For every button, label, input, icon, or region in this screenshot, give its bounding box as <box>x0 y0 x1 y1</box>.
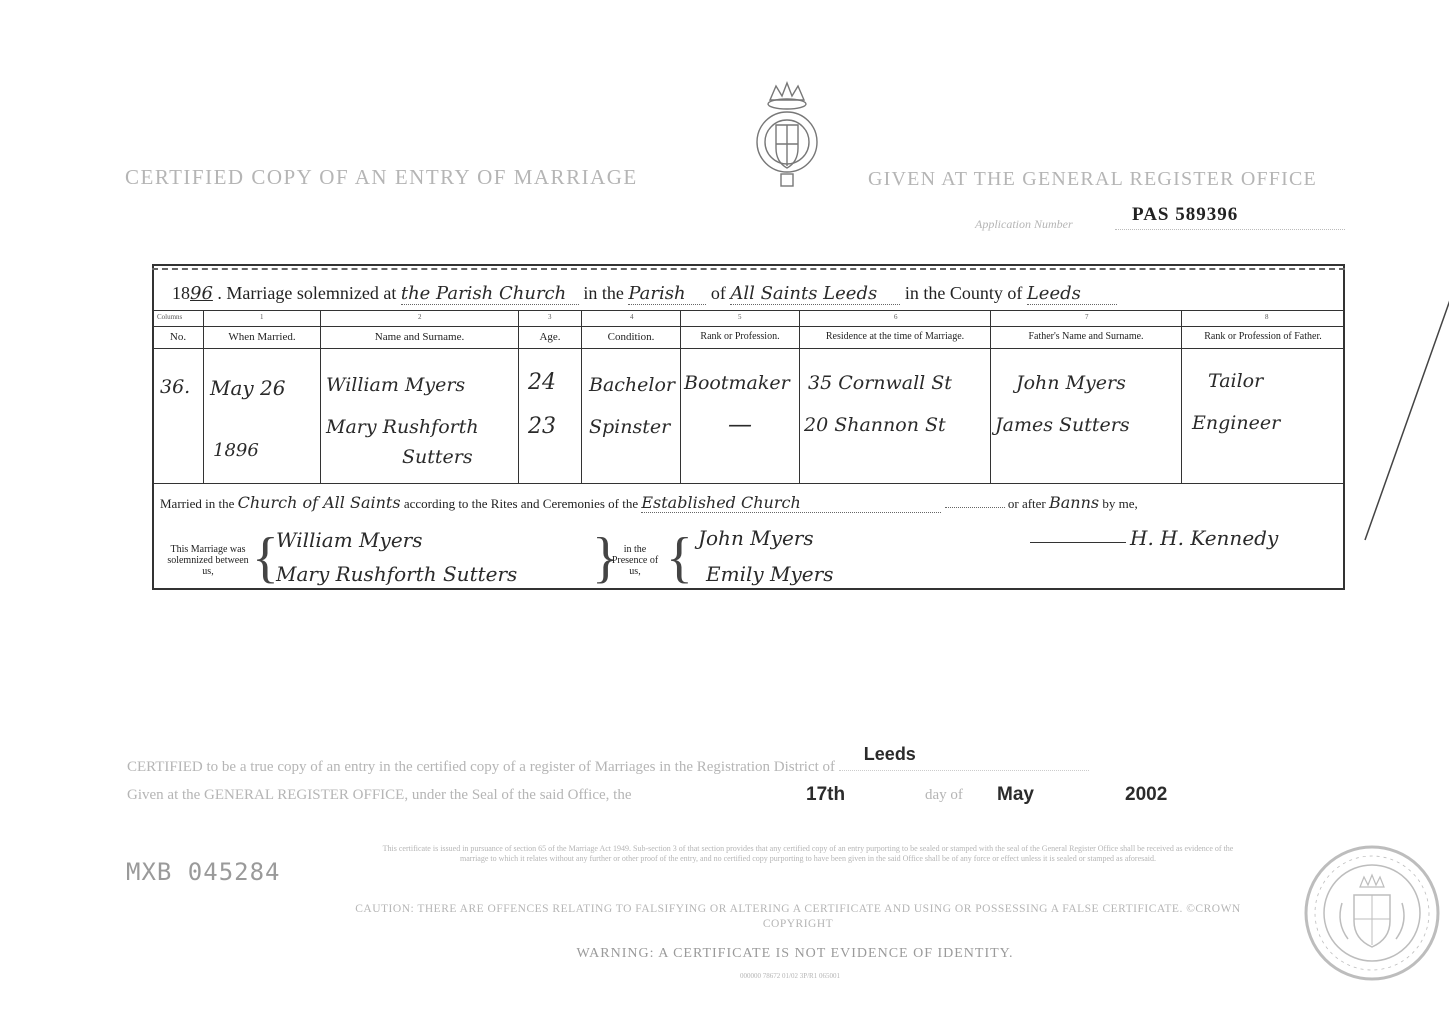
church-value: Church of All Saints <box>237 493 401 512</box>
in-the-text: in the <box>583 283 624 303</box>
column-header-father-name: Father's Name and Surname. <box>1028 331 1144 342</box>
column-header-condition: Condition. <box>607 331 655 343</box>
general-register-office-seal-icon <box>1302 843 1442 983</box>
marriage-solemnized-text: . Marriage solemnized at <box>217 283 397 303</box>
column-number: 4 <box>630 313 634 321</box>
groom-name: William Myers <box>326 374 466 396</box>
column-header-profession: Rank or Profession. <box>700 331 780 342</box>
caution-notice: CAUTION: THERE ARE OFFENCES RELATING TO FALSIFYING OR ALTERING A CERTIFICATE AND USING OR POSSESSING A FALSE CERTIFICATE. ©CROWN COPYRIGHT <box>355 903 1241 930</box>
solemnized-between-label: This Marriage was solemnized between us, <box>167 544 249 577</box>
column-number: 3 <box>548 313 552 321</box>
certified-statement <box>127 744 1089 776</box>
rites-line <box>160 493 1138 513</box>
given-text: Given at the GENERAL REGISTER OFFICE, under the Seal of the said Office, the <box>127 787 632 803</box>
year-prefix: 18 <box>172 283 190 303</box>
certificate-day: 17th <box>806 784 846 805</box>
right-brace: } <box>592 527 619 589</box>
bride-father-name: James Sutters <box>995 414 1130 436</box>
grid-rule <box>152 310 1345 311</box>
given-statement <box>127 787 632 804</box>
register-top-rule <box>152 268 1345 270</box>
banns-value: Banns <box>1049 493 1100 512</box>
place-value: the Parish Church <box>401 283 579 305</box>
bride-father-profession: Engineer <box>1192 412 1281 434</box>
after-text: or after <box>1007 496 1046 511</box>
entry-number: 36. <box>160 376 191 398</box>
county-value: Leeds <box>1027 283 1117 305</box>
column-header-residence: Residence at the time of Marriage. <box>825 331 965 342</box>
columns-label: Columns <box>157 313 183 321</box>
groom-condition: Bachelor <box>589 374 676 396</box>
application-number-label: Application Number <box>975 217 1073 231</box>
bride-residence: 20 Shannon St <box>804 414 946 436</box>
district-field <box>839 744 1089 771</box>
entry-heading <box>172 283 1117 305</box>
by-me-text: by me, <box>1102 496 1138 511</box>
bride-name-line1: Mary Rushforth <box>326 416 479 438</box>
grid-rule <box>152 326 1345 327</box>
left-brace: { <box>252 527 279 589</box>
groom-signature: William Myers <box>276 528 423 552</box>
column-header-age: Age. <box>539 331 561 343</box>
office-title: GIVEN AT THE GENERAL REGISTER OFFICE <box>868 168 1317 190</box>
column-number: 5 <box>738 313 742 321</box>
in-presence-label: in the Presence of us, <box>611 544 659 577</box>
scan-edge-line <box>1340 290 1449 550</box>
royal-crest-icon <box>748 80 826 190</box>
grid-rule <box>152 348 1345 349</box>
column-header-no: No. <box>169 331 187 343</box>
identity-warning: WARNING: A CERTIFICATE IS NOT EVIDENCE OF IDENTITY. <box>576 946 1014 961</box>
year-suffix: 96 <box>190 283 213 304</box>
bride-signature: Mary Rushforth Sutters <box>276 562 518 586</box>
of-text: of <box>710 283 726 303</box>
bride-age: 23 <box>528 414 556 439</box>
witness-1-signature: John Myers <box>698 526 814 550</box>
certified-text: CERTIFIED to be a true copy of an entry in the certified copy of a register of Marriages in the Registration District of <box>127 759 836 775</box>
bride-name-line2: Sutters <box>402 446 473 468</box>
column-number: 1 <box>260 313 264 321</box>
parish-label: Parish <box>628 283 706 305</box>
rites-blank <box>945 507 1005 508</box>
groom-father-name: John Myers <box>1016 372 1126 394</box>
parish-name: All Saints Leeds <box>730 283 900 305</box>
certificate-serial-number: MXB 045284 <box>126 858 281 886</box>
groom-age: 24 <box>528 370 556 395</box>
officiant-signature: H. H. Kennedy <box>1130 526 1279 550</box>
marriage-year: 1896 <box>213 440 259 461</box>
statute-notice: This certificate is issued in pursuance of section 65 of the Marriage Act 1949. Sub-section 3 of that section provides that any certified copy of an entry purporting to be sealed or stamped with the seal of the General Register Office shall be received as evidence of the marriage to which it relates without any further or other proof of the entry, and no certified copy purporting to have been given in the said Office shall be of any force or effect unless it is sealed or stamped as aforesaid. <box>382 844 1234 863</box>
groom-profession: Bootmaker <box>684 372 790 394</box>
column-number: 2 <box>418 313 422 321</box>
married-in-text: Married in the <box>160 496 235 511</box>
column-header-name: Name and Surname. <box>374 331 465 343</box>
column-header-when-married: When Married. <box>228 331 296 343</box>
groom-residence: 35 Cornwall St <box>808 372 952 394</box>
district-value: Leeds <box>863 744 916 764</box>
witness-2-signature: Emily Myers <box>706 562 834 586</box>
marriage-date: May 26 <box>210 376 286 400</box>
column-number: 8 <box>1265 313 1269 321</box>
column-number: 6 <box>894 313 898 321</box>
bride-profession: — <box>728 410 752 438</box>
witness-brace: { <box>666 527 693 589</box>
form-code: 000000 78672 01/02 3P/R1 065001 <box>740 972 840 980</box>
groom-father-profession: Tailor <box>1208 370 1264 392</box>
established-church-value: Established Church <box>641 493 941 513</box>
according-text: according to the Rites and Ceremonies of the <box>403 496 639 511</box>
certificate-month: May <box>997 784 1034 805</box>
officiant-rule <box>1030 542 1126 543</box>
certificate-year: 2002 <box>1125 784 1168 805</box>
county-text: in the County <box>904 283 1003 303</box>
column-header-father-profession: Rank or Profession of Father. <box>1204 331 1322 342</box>
application-number-rule <box>1115 229 1345 230</box>
column-number: 7 <box>1085 313 1089 321</box>
bride-condition: Spinster <box>589 416 671 438</box>
application-number: PAS 589396 <box>1132 204 1239 225</box>
grid-rule <box>152 483 1345 484</box>
of-text-2: of <box>1007 283 1023 303</box>
day-of-text: day of <box>925 787 963 803</box>
certificate-title: CERTIFIED COPY OF AN ENTRY OF MARRIAGE <box>125 165 638 189</box>
